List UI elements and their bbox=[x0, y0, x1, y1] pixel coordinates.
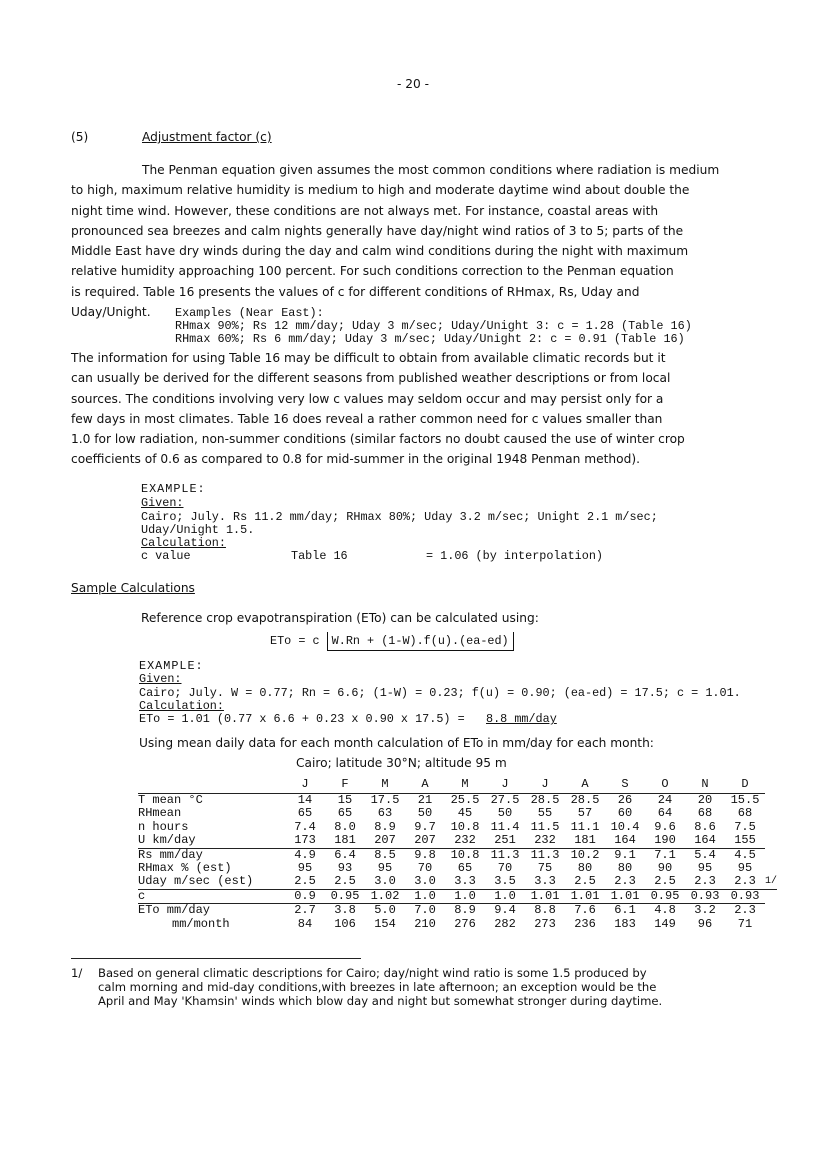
table-cell: 9.1 bbox=[614, 847, 636, 862]
para2-line: few days in most climates. Table 16 does reveal a rather common need for c values smaller than bbox=[71, 411, 663, 426]
table-cell: 63 bbox=[377, 806, 393, 821]
month-header: S bbox=[605, 777, 645, 794]
table-cell: 6.4 bbox=[334, 847, 356, 862]
month-header: F bbox=[325, 777, 365, 794]
table-cell: 68 bbox=[697, 806, 713, 821]
climate-table bbox=[138, 777, 777, 931]
table-cell: 207 bbox=[365, 834, 405, 848]
example-line-1: RHmax 90%; Rs 12 mm/day; Uday 3 m/sec; Uday/Unight 3: c = 1.28 (Table 16) bbox=[175, 319, 692, 333]
footnote-line: calm morning and mid-day conditions,with breezes in late afternoon; an exception would be the bbox=[98, 980, 657, 994]
intro-line: relative humidity approaching 100 percent. For such conditions correction to the Penman equation bbox=[71, 264, 674, 279]
table-cell: 3.0 bbox=[405, 875, 445, 889]
table-cell: 9.7 bbox=[414, 819, 436, 834]
table-row bbox=[138, 834, 777, 848]
example1-calc-name: c value bbox=[141, 549, 191, 563]
table-cell: 3.3 bbox=[525, 875, 565, 889]
table-cell: 64 bbox=[657, 806, 673, 821]
table-cell: 28.5 bbox=[530, 793, 560, 807]
example2-heading: EXAMPLE: bbox=[139, 659, 204, 673]
table-cell: 2.3 bbox=[725, 875, 765, 889]
table-cell: 95 bbox=[377, 861, 393, 876]
table-cell: 25.5 bbox=[450, 793, 480, 807]
example1-calc-result: = 1.06 (by interpolation) bbox=[426, 549, 603, 563]
intro-line: is required. Table 16 presents the values of c for different conditions of RHmax, Rs, Uday and bbox=[71, 284, 640, 299]
table-cell: 5.4 bbox=[694, 847, 716, 862]
table-cell: 154 bbox=[374, 916, 396, 931]
table-cell: 50 bbox=[497, 806, 513, 821]
para2-line: coefficients of 0.6 as compared to 0.8 for mid-summer in the original 1948 Penman method). bbox=[71, 452, 640, 467]
table-cell: 276 bbox=[454, 916, 476, 931]
table-cell: 3.5 bbox=[485, 875, 525, 889]
row-label: Uday m/sec (est) bbox=[138, 875, 285, 889]
table-cell: 3.8 bbox=[334, 903, 356, 918]
table-cell: 96 bbox=[697, 916, 713, 931]
month-header: J bbox=[285, 777, 325, 794]
footnote-ref: 1/ bbox=[765, 876, 778, 888]
table-cell: 164 bbox=[685, 834, 725, 848]
table-cell: 8.6 bbox=[694, 819, 716, 834]
example2-calc-result: 8.8 mm/day bbox=[486, 712, 557, 726]
intro-line: Middle East have dry winds during the day and calm wind conditions during the night with maximum bbox=[71, 244, 689, 259]
sample-heading: Sample Calculations bbox=[71, 581, 195, 595]
table-cell: 183 bbox=[614, 916, 636, 931]
table-cell: 65 bbox=[297, 806, 313, 821]
example2-given-label: Given: bbox=[139, 672, 182, 686]
table-cell: 15 bbox=[337, 793, 353, 807]
examples-lead: Uday/Unight. bbox=[71, 305, 151, 319]
month-header: J bbox=[485, 777, 525, 794]
table-cell: 7.5 bbox=[734, 819, 756, 834]
month-header: O bbox=[645, 777, 685, 794]
table-cell: 8.5 bbox=[374, 847, 396, 862]
intro-line: to high, maximum relative humidity is medium to high and moderate daytime wind about double the bbox=[71, 183, 690, 198]
table-cell: 181 bbox=[325, 834, 365, 848]
table-cell: 273 bbox=[534, 916, 556, 931]
table-cell: 2.5 bbox=[565, 875, 605, 889]
table-cell: 2.3 bbox=[605, 875, 645, 889]
row-label: U km/day bbox=[138, 834, 285, 848]
examples-heading: Examples (Near East): bbox=[175, 306, 324, 320]
table-cell: 9.6 bbox=[654, 819, 676, 834]
row-label: c bbox=[138, 889, 285, 903]
formula bbox=[270, 632, 514, 651]
example1-given-label: Given: bbox=[141, 496, 184, 510]
para2-line: sources. The conditions involving very low c values may seldom occur and may persist only for a bbox=[71, 391, 664, 406]
table-cell: 7.4 bbox=[294, 819, 316, 834]
table-cell: 8.0 bbox=[334, 819, 356, 834]
table-cell: 70 bbox=[497, 861, 513, 876]
example2-given-line: Cairo; July. W = 0.77; Rn = 6.6; (1-W) = 0.23; f(u) = 0.90; (ea-ed) = 17.5; c = 1.01. bbox=[139, 686, 741, 700]
table-cell: 7.0 bbox=[414, 903, 436, 918]
table-cell: 80 bbox=[617, 861, 633, 876]
table-cell: 95 bbox=[297, 861, 313, 876]
table-cell: 28.5 bbox=[570, 793, 600, 807]
table-cell: 9.4 bbox=[494, 903, 516, 918]
table-cell: 164 bbox=[605, 834, 645, 848]
row-label: mm/month bbox=[172, 916, 230, 931]
table-cell: 149 bbox=[654, 916, 676, 931]
table-cell: 0.93 bbox=[685, 889, 725, 903]
table-cell: 7.6 bbox=[574, 903, 596, 918]
table-cell: 8.9 bbox=[374, 819, 396, 834]
table-cell: 0.95 bbox=[645, 889, 685, 903]
table-cell: 21 bbox=[417, 793, 433, 807]
table-row bbox=[138, 904, 777, 918]
section-title: Adjustment factor (c) bbox=[142, 130, 272, 144]
table-cell: 7.1 bbox=[654, 847, 676, 862]
table-cell: 65 bbox=[337, 806, 353, 821]
table-cell: 282 bbox=[494, 916, 516, 931]
month-header: D bbox=[725, 777, 765, 794]
table-cell: 4.9 bbox=[294, 847, 316, 862]
row-label: ETo mm/day bbox=[138, 903, 211, 918]
table-cell: 57 bbox=[577, 806, 593, 821]
table-cell: 95 bbox=[697, 861, 713, 876]
table-cell: 95 bbox=[737, 861, 753, 876]
example1-given-line: Uday/Unight 1.5. bbox=[141, 523, 255, 537]
table-cell: 0.93 bbox=[725, 889, 765, 903]
section-number: (5) bbox=[71, 130, 89, 144]
table-row bbox=[138, 889, 777, 903]
table-cell: 1.0 bbox=[485, 889, 525, 903]
table-cell: 1.01 bbox=[605, 889, 645, 903]
row-label: RHmean bbox=[138, 806, 182, 821]
table-cell: 2.3 bbox=[734, 903, 756, 918]
month-header: M bbox=[365, 777, 405, 794]
table-row bbox=[138, 875, 777, 889]
monthly-intro: Using mean daily data for each month calculation of ETo in mm/day for each month: bbox=[139, 736, 654, 750]
table-cell: 24 bbox=[657, 793, 673, 807]
table-cell: 1.02 bbox=[365, 889, 405, 903]
para2-line: 1.0 for low radiation, non-summer conditions (similar factors no doubt caused the use of winter crop bbox=[71, 432, 685, 447]
table-cell: 11.3 bbox=[530, 847, 560, 862]
page-number: - 20 - bbox=[397, 77, 430, 91]
table-cell: 55 bbox=[537, 806, 553, 821]
table-cell: 14 bbox=[297, 793, 313, 807]
table-row bbox=[138, 807, 777, 820]
table-row bbox=[138, 821, 777, 834]
para2-line: can usually be derived for the different seasons from published weather descriptions or from local bbox=[71, 371, 671, 386]
table-cell: 45 bbox=[457, 806, 473, 821]
table-cell: 207 bbox=[405, 834, 445, 848]
table-cell: 11.3 bbox=[490, 847, 520, 862]
intro-line: The Penman equation given assumes the most common conditions where radiation is medium bbox=[142, 163, 720, 177]
table-cell: 2.5 bbox=[325, 875, 365, 889]
table-cell: 2.3 bbox=[685, 875, 725, 889]
row-label: RHmax % (est) bbox=[138, 861, 232, 876]
table-cell: 3.0 bbox=[365, 875, 405, 889]
month-header: J bbox=[525, 777, 565, 794]
table-cell: 251 bbox=[485, 834, 525, 848]
paragraph-2 bbox=[71, 348, 685, 470]
table-cell: 17.5 bbox=[370, 793, 400, 807]
table-cell: 10.8 bbox=[450, 819, 480, 834]
table-cell: 70 bbox=[417, 861, 433, 876]
month-header: A bbox=[405, 777, 445, 794]
formula-bracket bbox=[327, 632, 514, 651]
table-row bbox=[138, 794, 777, 808]
table-cell: 2.7 bbox=[294, 903, 316, 918]
intro-line: pronounced sea breezes and calm nights generally have day/night wind ratios of 3 to 5; parts of the bbox=[71, 223, 684, 238]
table-cell: 60 bbox=[617, 806, 633, 821]
table-cell: 181 bbox=[565, 834, 605, 848]
table-cell: 173 bbox=[285, 834, 325, 848]
formula-inner: W.Rn + (1-W).f(u).(ea-ed) bbox=[331, 634, 509, 648]
location-line: Cairo; latitude 30°N; altitude 95 m bbox=[296, 756, 507, 770]
table-cell: 84 bbox=[297, 916, 313, 931]
table-cell: 210 bbox=[414, 916, 436, 931]
table-cell: 232 bbox=[525, 834, 565, 848]
month-header: M bbox=[445, 777, 485, 794]
table-cell: 75 bbox=[537, 861, 553, 876]
table-cell: 1.0 bbox=[405, 889, 445, 903]
table-cell: 1.01 bbox=[565, 889, 605, 903]
example2-calc-line: ETo = 1.01 (0.77 x 6.6 + 0.23 x 0.90 x 17.5) = bbox=[139, 712, 465, 726]
footnote-rule bbox=[71, 958, 361, 959]
table-cell: 10.8 bbox=[450, 847, 480, 862]
table-cell: 4.8 bbox=[654, 903, 676, 918]
table-cell: 106 bbox=[334, 916, 356, 931]
table-cell: 236 bbox=[574, 916, 596, 931]
table-row bbox=[138, 848, 777, 862]
intro-paragraph bbox=[71, 160, 719, 302]
table-cell: 2.5 bbox=[285, 875, 325, 889]
row-label: T mean °C bbox=[138, 793, 203, 807]
row-label: n hours bbox=[138, 819, 189, 834]
table-cell: 4.5 bbox=[734, 847, 756, 862]
formula-lhs: ETo = c bbox=[270, 634, 320, 648]
table-cell: 93 bbox=[337, 861, 353, 876]
example2-calc-label: Calculation: bbox=[139, 699, 224, 713]
table-cell: 11.5 bbox=[530, 819, 560, 834]
table-cell: 0.9 bbox=[285, 889, 325, 903]
table-cell: 155 bbox=[725, 834, 765, 848]
table-cell: 65 bbox=[457, 861, 473, 876]
table-row bbox=[138, 918, 777, 931]
table-cell: 71 bbox=[737, 916, 753, 931]
example1-heading: EXAMPLE: bbox=[141, 482, 206, 496]
table-cell: 90 bbox=[657, 861, 673, 876]
footnote-line: Based on general climatic descriptions for Cairo; day/night wind ratio is some 1.5 produced by bbox=[98, 966, 647, 980]
table-row bbox=[138, 862, 777, 875]
example1-calc-label: Calculation: bbox=[141, 536, 226, 550]
row-label: Rs mm/day bbox=[138, 847, 203, 862]
table-cell: 5.0 bbox=[374, 903, 396, 918]
table-cell: 1.01 bbox=[525, 889, 565, 903]
table-cell: 50 bbox=[417, 806, 433, 821]
table-cell: 3.3 bbox=[445, 875, 485, 889]
table-cell: 190 bbox=[645, 834, 685, 848]
para2-line: The information for using Table 16 may be difficult to obtain from available climatic records but it bbox=[71, 351, 666, 365]
table-cell: 20 bbox=[697, 793, 713, 807]
table-cell: 3.2 bbox=[694, 903, 716, 918]
month-header: N bbox=[685, 777, 725, 794]
footnote-marker: 1/ bbox=[71, 966, 83, 980]
table-cell: 27.5 bbox=[490, 793, 520, 807]
sample-intro: Reference crop evapotranspiration (ETo) can be calculated using: bbox=[141, 611, 539, 625]
table-cell: 68 bbox=[737, 806, 753, 821]
table-cell: 11.1 bbox=[570, 819, 600, 834]
table-cell: 8.8 bbox=[534, 903, 556, 918]
example1-given-line: Cairo; July. Rs 11.2 mm/day; RHmax 80%; Uday 3.2 m/sec; Unight 2.1 m/sec; bbox=[141, 510, 658, 524]
table-cell: 80 bbox=[577, 861, 593, 876]
table-body bbox=[138, 794, 777, 932]
table-cell: 8.9 bbox=[454, 903, 476, 918]
month-header: A bbox=[565, 777, 605, 794]
intro-line: night time wind. However, these conditions are not always met. For instance, coastal areas with bbox=[71, 203, 659, 218]
table-cell: 15.5 bbox=[730, 793, 760, 807]
table-cell: 9.8 bbox=[414, 847, 436, 862]
table-header-row bbox=[138, 777, 777, 794]
table-cell: 11.4 bbox=[490, 819, 520, 834]
table-cell: 10.4 bbox=[610, 819, 640, 834]
footnote-line: April and May 'Khamsin' winds which blow day and night but somewhat stronger during daytime. bbox=[98, 994, 663, 1008]
example1-calc-source: Table 16 bbox=[291, 549, 348, 563]
table-cell: 26 bbox=[617, 793, 633, 807]
table-cell: 0.95 bbox=[325, 889, 365, 903]
table-cell: 232 bbox=[445, 834, 485, 848]
table-cell: 2.5 bbox=[645, 875, 685, 889]
table-cell: 10.2 bbox=[570, 847, 600, 862]
table-cell: 6.1 bbox=[614, 903, 636, 918]
table-cell: 1.0 bbox=[445, 889, 485, 903]
example-line-2: RHmax 60%; Rs 6 mm/day; Uday 3 m/sec; Uday/Unight 2: c = 0.91 (Table 16) bbox=[175, 332, 685, 346]
